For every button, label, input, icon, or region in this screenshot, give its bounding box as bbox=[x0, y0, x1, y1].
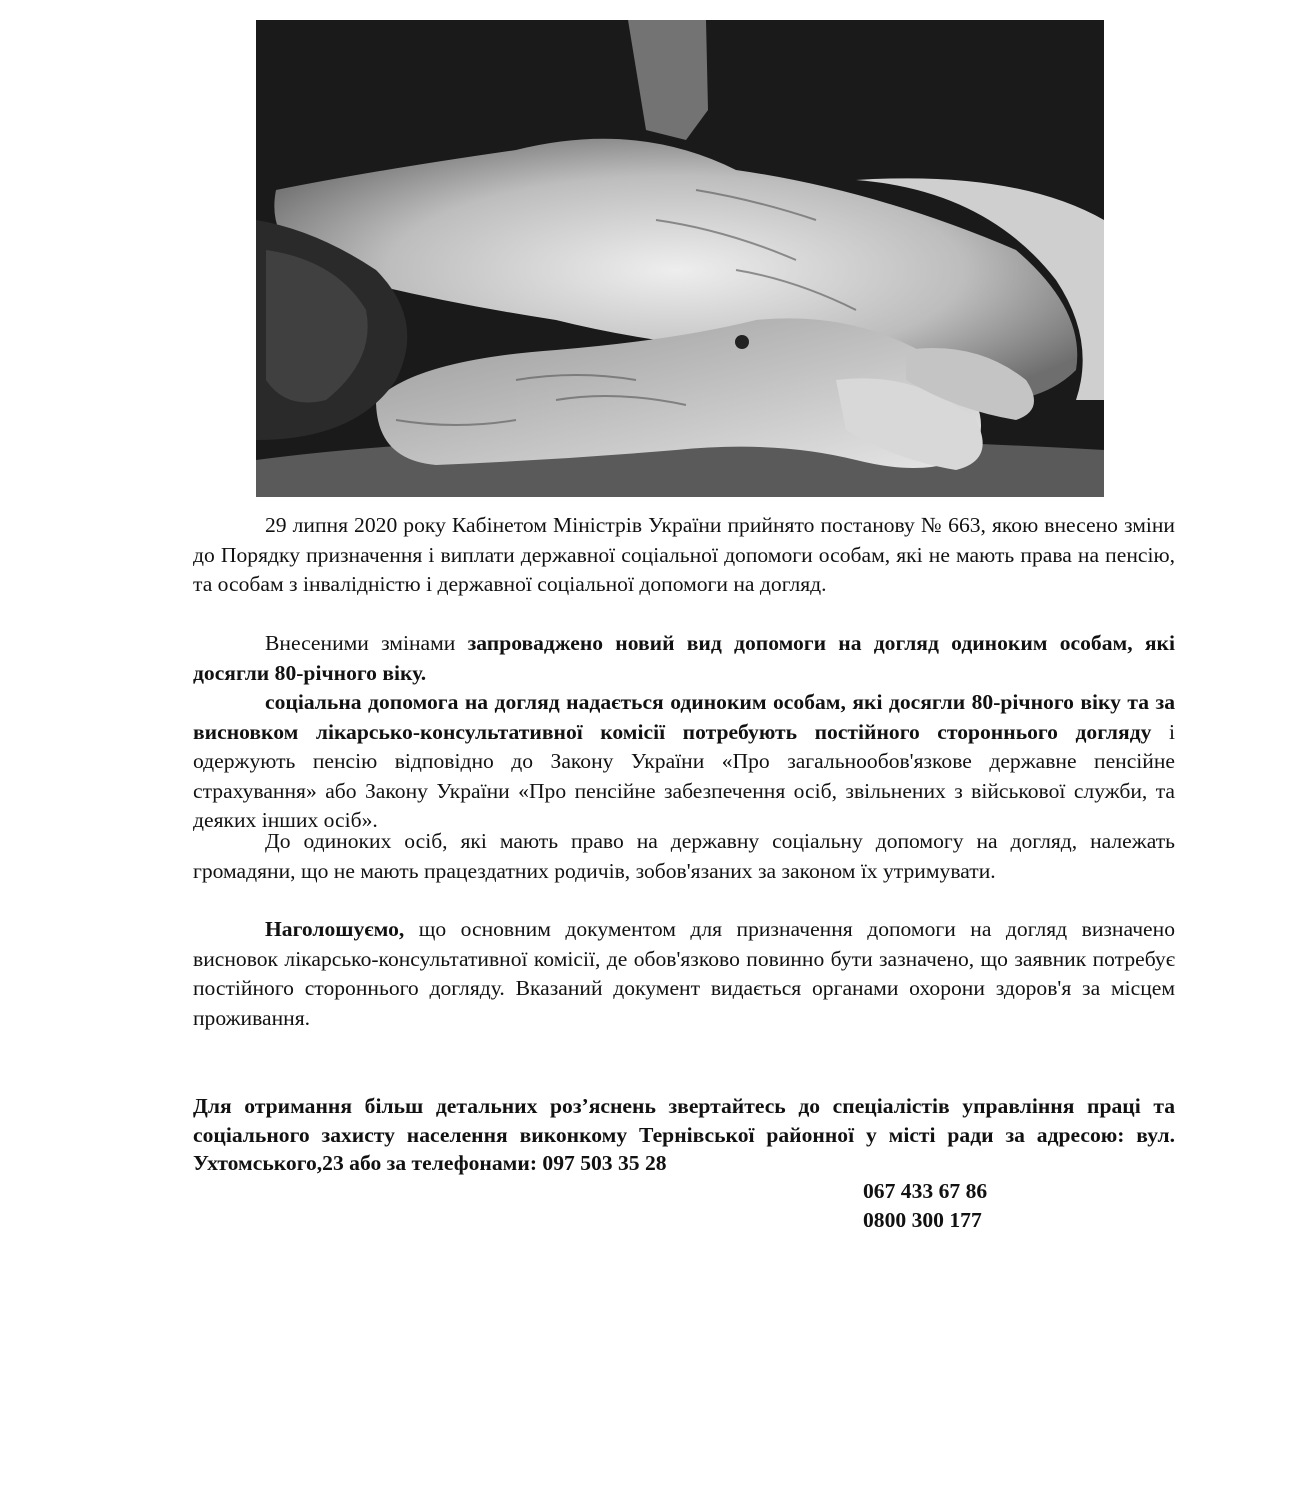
contact-text: Для отримання більш детальних роз’яснень звертайтесь до спеціалістів управління праці та соціального захисту населення виконкому Тернівської районної у місті ради за адресою: вул. Ухтомського,23 або за телефонами: bbox=[193, 1094, 1175, 1175]
paragraph-resolution: 29 липня 2020 року Кабінетом Міністрів України прийнято постанову № 663, якою внесено зміни до Порядку призначення і виплати державної соціальної допомоги особам, які не мають права на пенсію, та особам з інвалідністю і державної соціальної допомоги на догляд. bbox=[193, 513, 1175, 596]
paragraph-single-persons: До одиноких осіб, які мають право на державну соціальну допомогу на догляд, належать громадяни, що не мають працездатних родичів, зобов'язаних за законом їх утримувати. bbox=[193, 829, 1175, 883]
paragraph-document-text: що основним документом для призначення допомоги на догляд визначено висновок лікарсько-консультативної комісії, де обов'язково повинно бути зазначено, що заявник потребує постійного стороннього догляду. Вказаний документ видається органами охорони здоров'я за місцем проживання. bbox=[193, 917, 1175, 1030]
phone-number-1: 097 503 35 28 bbox=[542, 1151, 667, 1175]
paragraph-new-aid bbox=[193, 629, 1175, 688]
contact-info bbox=[193, 1092, 1175, 1178]
phone-number-3: 0800 300 177 bbox=[863, 1208, 982, 1232]
hands-photo-icon bbox=[256, 20, 1104, 497]
paragraph-eligibility-highlight: соціальна допомога на догляд надається одиноким особам, які досягли 80-річного віку та за висновком лікарсько-консультативної комісії потребують постійного стороннього догляду bbox=[193, 690, 1175, 744]
paragraph-eligibility-details: і одержують пенсію відповідно до Закону України «Про загальнообов'язкове державне пенсійне страхування» або Закону України «Про пенсійне забезпечення осіб, звільнених з військової служби, та деяких інших осіб». bbox=[193, 719, 1175, 832]
phone-number-2: 067 433 67 86 bbox=[863, 1179, 988, 1203]
paragraph-new-aid-intro: Внесеними змінами bbox=[265, 631, 468, 655]
paragraph-eligibility bbox=[193, 688, 1175, 836]
paragraph-document-emphasis: Наголошуємо, bbox=[265, 917, 405, 941]
hands-photo bbox=[256, 20, 1104, 497]
paragraph-new-aid-highlight: запроваджено новий вид допомоги на догляд одиноким особам, які досягли 80-річного віку. bbox=[193, 631, 1175, 685]
paragraph-document bbox=[193, 915, 1175, 1033]
